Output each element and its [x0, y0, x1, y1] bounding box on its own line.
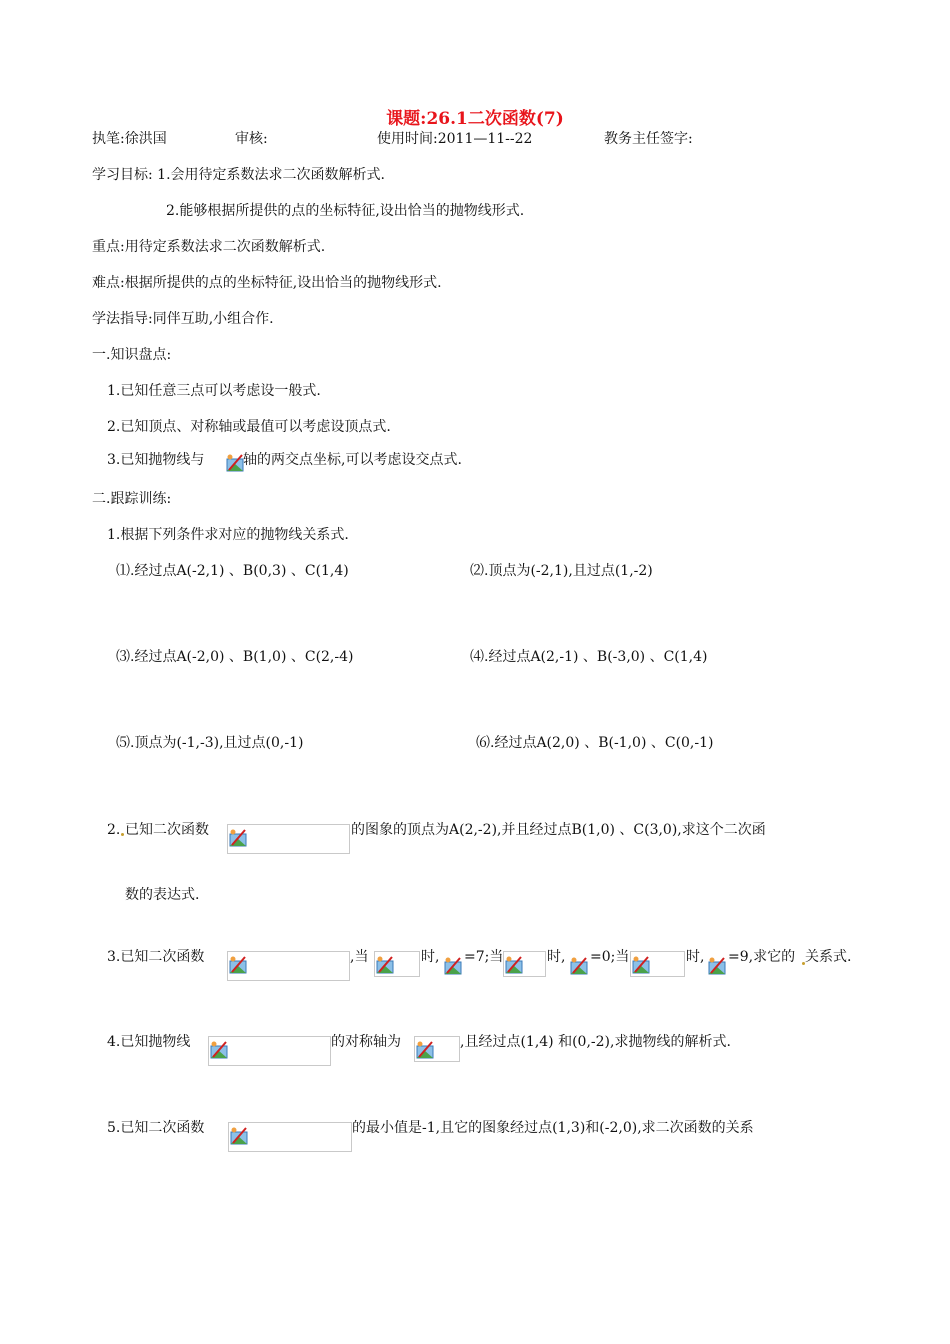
- formula-image: [374, 951, 420, 977]
- author-label: 执笔:徐洪国: [92, 131, 167, 147]
- sub-question-4: ⑷.经过点A(2,-1) 、B(-3,0) 、C(1,4): [470, 649, 708, 665]
- formula-image: [443, 953, 465, 975]
- formula-image: [208, 1036, 331, 1066]
- page-title: 课题:26.1二次函数(7): [386, 109, 564, 129]
- formula-image: [707, 953, 729, 975]
- sub-question-5: ⑸.顶点为(-1,-3),且过点(0,-1): [116, 735, 304, 751]
- marker-dot: [121, 833, 124, 836]
- knowledge-item-3b: 轴的两交点坐标,可以考虑设交点式.: [243, 452, 462, 468]
- review-label: 审核:: [235, 131, 268, 147]
- sub-question-6: ⑹.经过点A(2,0) 、B(-1,0) 、C(0,-1): [476, 735, 714, 751]
- difficulty: 难点:根据所提供的点的坐标特征,设出恰当的抛物线形式.: [92, 275, 442, 291]
- question-3-text-c: 时,: [421, 949, 440, 965]
- broken-image-icon: [225, 452, 243, 471]
- question-4-text-b: 的对称轴为: [331, 1034, 401, 1050]
- formula-image: [569, 953, 591, 975]
- question-3-text-a: 3.已知二次函数: [107, 949, 205, 965]
- question-3-text-e: 时,: [547, 949, 566, 965]
- section-2-heading: 二.跟踪训练:: [92, 491, 172, 507]
- study-method: 学法指导:同伴互助,小组合作.: [92, 311, 274, 327]
- formula-image: [227, 824, 350, 854]
- question-4-text-c: ,且经过点(1,4) 和(0,-2),求抛物线的解析式.: [460, 1034, 731, 1050]
- formula-image: [630, 951, 685, 977]
- sub-question-2: ⑵.顶点为(-2,1),且过点(1,-2): [470, 563, 653, 579]
- question-2-number: 2.: [107, 822, 121, 838]
- question-5-text-a: 5.已知二次函数: [107, 1120, 205, 1136]
- goal-2: 2.能够根据所提供的点的坐标特征,设出恰当的抛物线形式.: [166, 203, 525, 219]
- key-point: 重点:用待定系数法求二次函数解析式.: [92, 239, 326, 255]
- question-4-text-a: 4.已知抛物线: [107, 1034, 191, 1050]
- question-5-text-b: 的最小值是-1,且它的图象经过点(1,3)和(-2,0),求二次函数的关系: [352, 1120, 754, 1136]
- formula-image: [228, 1122, 352, 1152]
- goal-1: 学习目标: 1.会用待定系数法求二次函数解析式.: [92, 167, 385, 183]
- formula-image: [227, 951, 350, 981]
- question-3-text-g: 时,: [686, 949, 705, 965]
- sign-label: 教务主任签字:: [604, 131, 693, 147]
- formula-image: [414, 1036, 460, 1062]
- question-3-text-b: ,当: [350, 949, 369, 965]
- formula-image: [503, 951, 546, 977]
- date-label: 使用时间:2011—11--22: [377, 131, 533, 147]
- section-1-heading: 一.知识盘点:: [92, 347, 172, 363]
- sub-question-1: ⑴.经过点A(-2,1) 、B(0,3) 、C(1,4): [116, 563, 349, 579]
- sub-question-3: ⑶.经过点A(-2,0) 、B(1,0) 、C(2,-4): [116, 649, 354, 665]
- question-2-text-c: 数的表达式.: [125, 887, 200, 903]
- question-3-text-d: =7;当: [464, 949, 504, 965]
- question-2-text-b: 的图象的顶点为A(2,-2),并且经过点B(1,0) 、C(3,0),求这个二次函: [351, 822, 766, 838]
- question-3-text-i: 关系式.: [805, 949, 852, 965]
- knowledge-item-3a: 3.已知抛物线与: [107, 452, 205, 468]
- question-2-text-a: 已知二次函数: [125, 822, 209, 838]
- question-3-text-f: =0;当: [590, 949, 630, 965]
- question-1: 1.根据下列条件求对应的抛物线关系式.: [107, 527, 349, 543]
- knowledge-item-2: 2.已知顶点、对称轴或最值可以考虑设顶点式.: [107, 419, 391, 435]
- knowledge-item-1: 1.已知任意三点可以考虑设一般式.: [107, 383, 321, 399]
- question-3-text-h: =9,求它的: [728, 949, 796, 965]
